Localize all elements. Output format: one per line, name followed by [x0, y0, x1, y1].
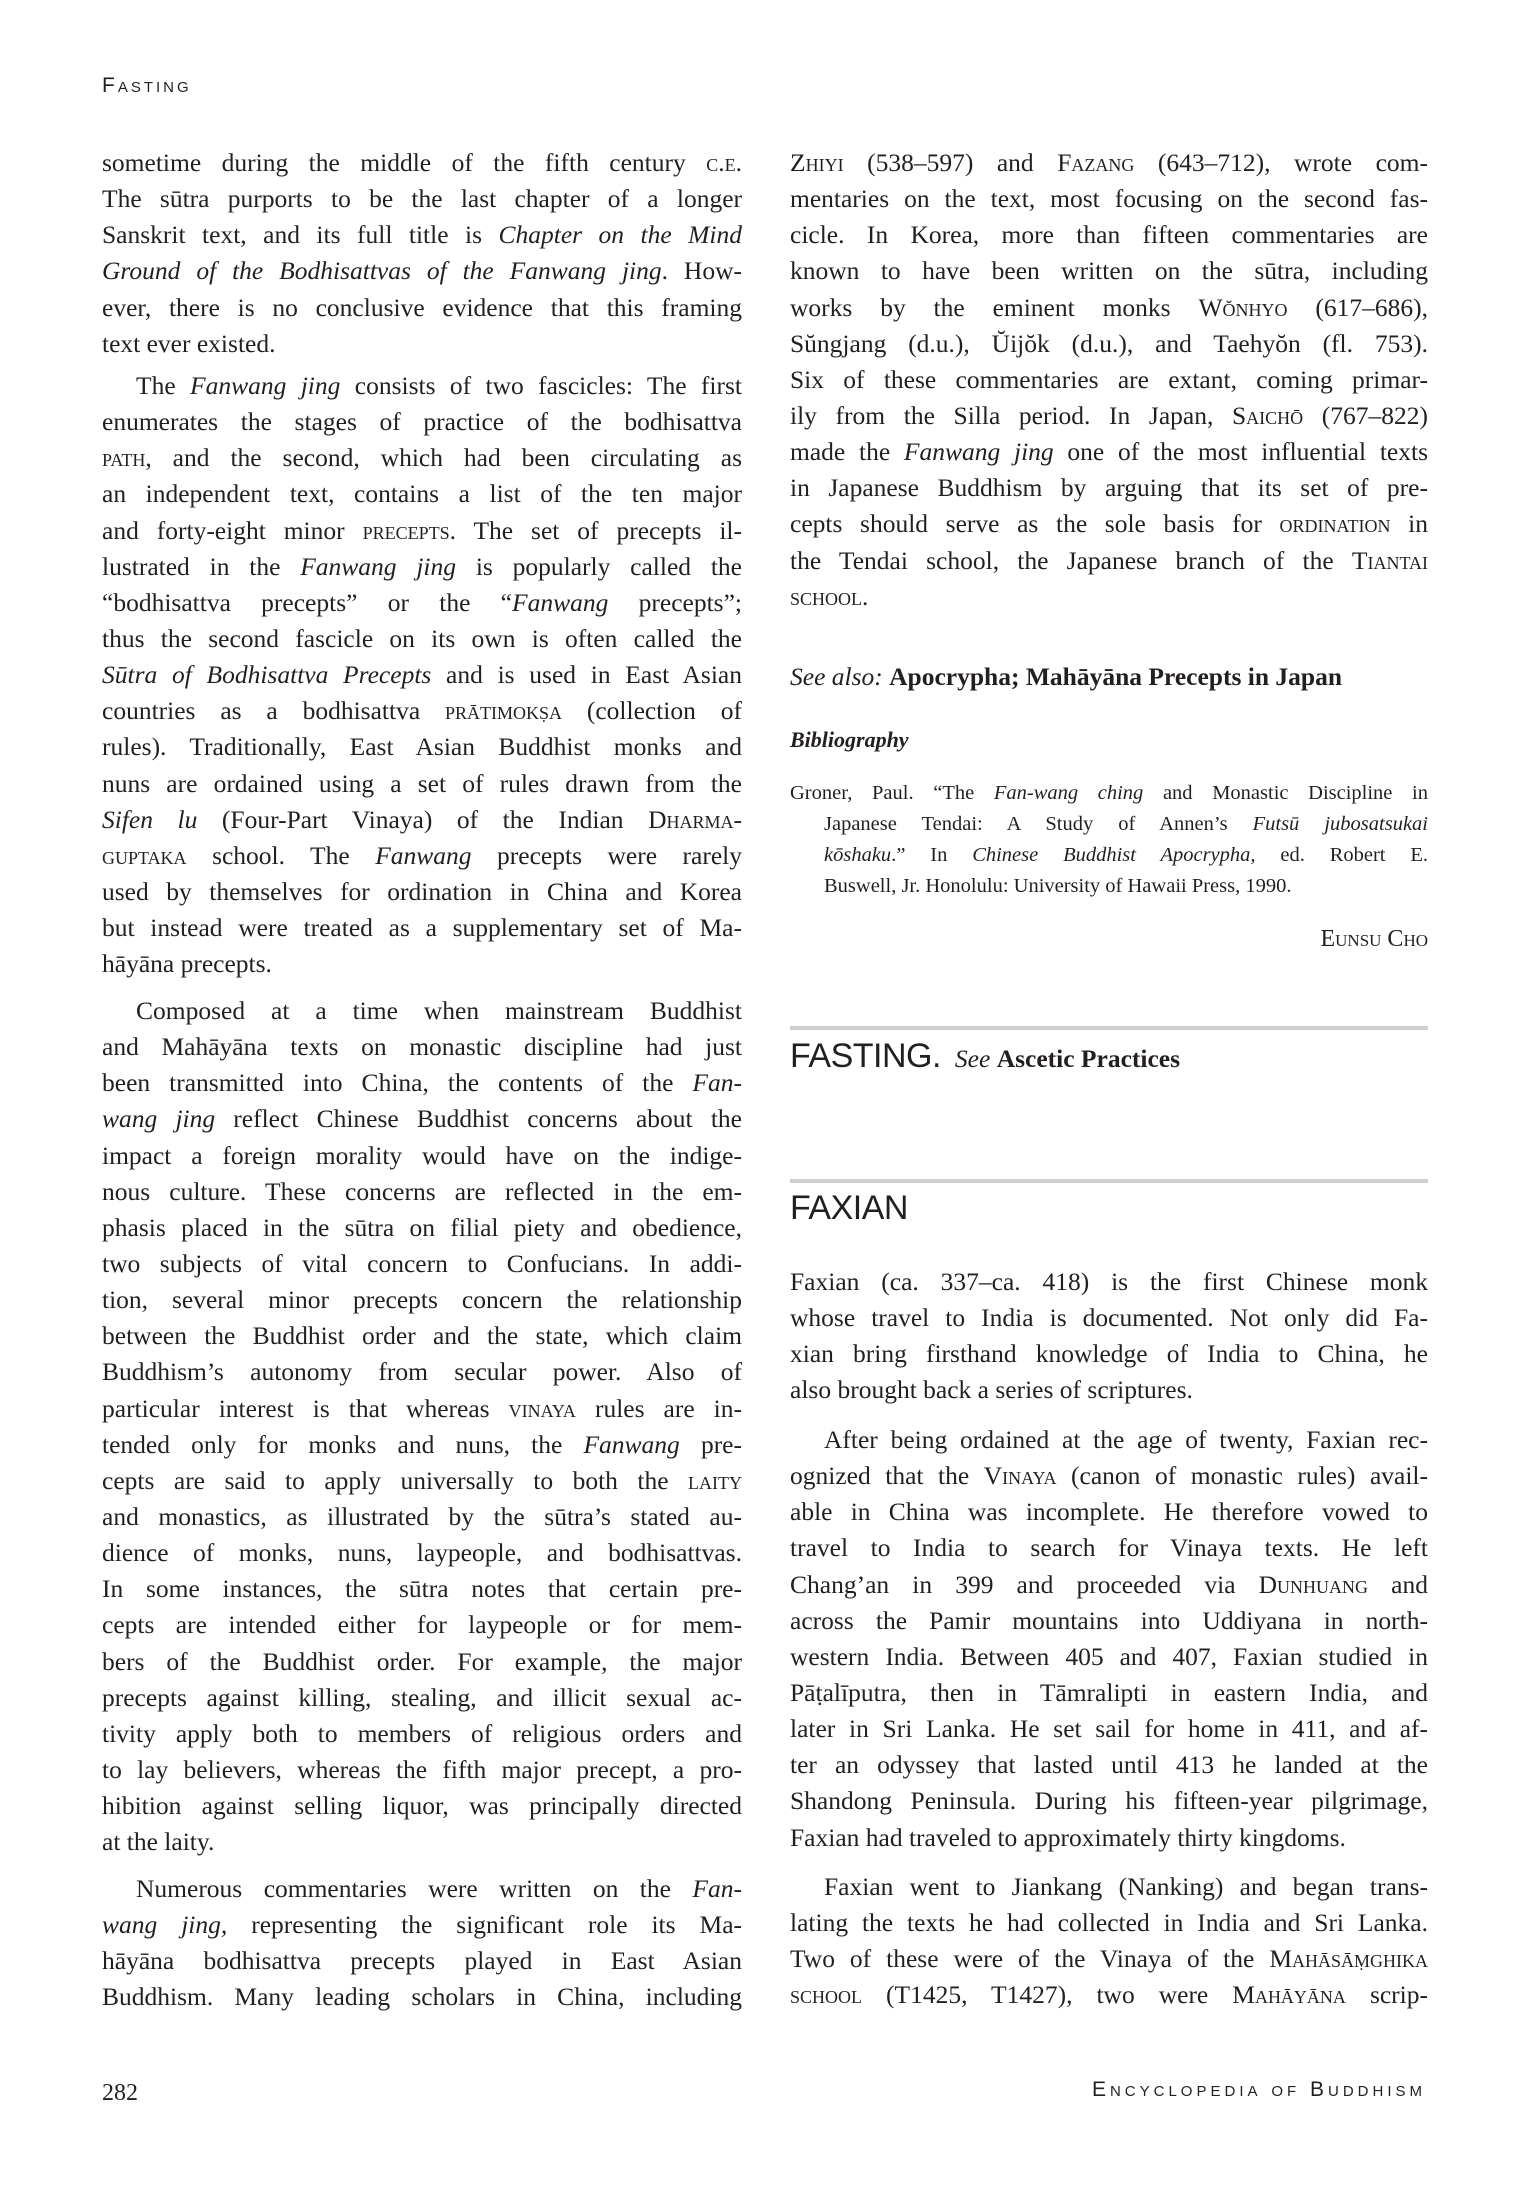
small-caps-run: Fazang — [1057, 148, 1135, 177]
text-run: Japanese Tendai: A Study of Annen’s — [824, 813, 1253, 835]
text-run: two subjects of vital concern to Confucians. In addi- — [102, 1248, 742, 1278]
text-line — [790, 506, 1428, 542]
book-title: Encyclopedia of Buddhism — [1091, 2078, 1426, 2101]
text-line — [102, 217, 742, 253]
text-line — [790, 1675, 1428, 1711]
text-line — [102, 1499, 742, 1535]
small-caps-run: Dharma- — [648, 804, 742, 834]
text-run: and monastics, as illustrated by the sūtra’s stated au- — [102, 1501, 742, 1531]
text-line — [790, 1603, 1428, 1639]
text-line — [790, 1567, 1428, 1603]
text-run: The sūtra purports to be the last chapter of a longer — [102, 184, 742, 214]
text-line — [102, 1318, 742, 1354]
small-caps-run: vinaya — [508, 1393, 576, 1423]
text-run: used by themselves for ordination in China and Korea — [102, 876, 742, 906]
text-run: (collection of — [562, 696, 742, 726]
text-line — [790, 1905, 1428, 1941]
text-run: Sanskrit text, and its full title is — [102, 220, 499, 250]
text-line — [102, 1391, 742, 1427]
text-run: text ever existed. — [102, 328, 276, 358]
text-run: (T1425, T1427), two were — [862, 1980, 1233, 2010]
text-run: (538–597) and — [843, 148, 1058, 177]
paragraph — [102, 1871, 742, 2016]
text-run: hāyāna precepts. — [102, 949, 272, 979]
text-line — [102, 1427, 742, 1463]
italic-run: Fan-wang ching — [993, 782, 1144, 804]
text-run: and — [1368, 1569, 1428, 1599]
text-line — [790, 1783, 1428, 1819]
text-run: ily from the Silla period. In Japan, — [790, 400, 1232, 430]
text-line — [790, 1747, 1428, 1783]
text-line — [102, 1824, 742, 1860]
text-line — [102, 253, 742, 289]
text-line — [102, 549, 742, 585]
text-run: rules). Traditionally, East Asian Buddhist monks and — [102, 732, 742, 762]
italic-run: Fanwang jing — [300, 551, 457, 581]
text-line — [102, 326, 742, 362]
text-run: . The set of precepts il- — [449, 515, 743, 545]
text-run: lustrated in the — [102, 551, 301, 581]
text-run: tivity apply both to members of religious orders and — [102, 1718, 742, 1748]
see-also-targets[interactable]: Apocrypha; Mahāyāna Precepts in Japan — [889, 662, 1343, 691]
text-line — [102, 1680, 742, 1716]
text-run: In some instances, the sūtra notes that certain pre- — [102, 1574, 742, 1604]
text-line — [102, 476, 742, 512]
paragraph — [790, 1264, 1428, 1409]
text-run: Sŭngjang (d.u.), Ŭijŏk (d.u.), and Taehyŏn (fl. 753). — [790, 328, 1428, 358]
text-run: . How- — [661, 256, 742, 286]
italic-run: Fanwang jing — [190, 371, 341, 400]
italic-run: Fanwang — [375, 840, 472, 870]
small-caps-run: Mahāyāna — [1232, 1980, 1346, 2010]
text-run: school. The — [186, 840, 376, 870]
text-run: made the — [790, 437, 904, 467]
bibliography-heading: Bibliography — [790, 727, 909, 752]
text-run: representing the significant role its Ma- — [227, 1910, 743, 1940]
small-caps-run: Vinaya — [983, 1461, 1057, 1491]
text-line — [790, 398, 1428, 434]
italic-run: Sifen lu — [102, 804, 198, 834]
text-run: reflect Chinese Buddhist concerns about the — [215, 1104, 742, 1134]
text-line — [790, 1977, 1428, 2013]
entry-headword-faxian: FAXIAN — [790, 1189, 908, 1227]
paragraph — [102, 145, 742, 362]
text-run: known to have been written on the sūtra, including — [790, 256, 1428, 286]
text-run: (Four-Part Vinaya) of the Indian — [197, 804, 649, 834]
text-line — [102, 802, 742, 838]
text-line — [790, 362, 1428, 398]
entry-divider — [790, 1179, 1428, 1183]
paragraph — [790, 1422, 1428, 1856]
text-run: precepts”; — [608, 587, 743, 617]
text-line — [790, 1639, 1428, 1675]
text-line — [790, 1530, 1428, 1566]
small-caps-run: prātimokṣa — [444, 696, 563, 726]
paragraph — [790, 145, 1428, 615]
text-run: (canon of monastic rules) avail- — [1056, 1461, 1428, 1491]
text-run: After being ordained at the age of twenty, Faxian rec- — [824, 1425, 1428, 1454]
text-line — [102, 1354, 742, 1390]
text-run: rules are in- — [575, 1393, 742, 1423]
text-run: enumerates the stages of practice of the bodhisattva — [102, 407, 742, 437]
text-run: Buddhism. Many leading scholars in China, including — [102, 1982, 742, 2012]
text-line — [790, 1300, 1428, 1336]
text-line — [790, 1458, 1428, 1494]
text-run: Two of these were of the Vinaya of the — [790, 1944, 1270, 1974]
text-run: cepts should serve as the sole basis for — [790, 509, 1280, 539]
text-line — [102, 946, 742, 982]
text-line — [790, 1494, 1428, 1530]
text-run: hibition against selling liquor, was principally directed — [102, 1791, 742, 1821]
text-line — [102, 1282, 742, 1318]
text-run: particular interest is that whereas — [102, 1393, 509, 1423]
text-run: Chang’an in 399 and proceeded via — [790, 1569, 1259, 1599]
text-run: nous culture. These concerns are reflected in the em- — [102, 1176, 742, 1206]
text-run: scrip- — [1345, 1980, 1429, 2010]
text-run: cepts are intended either for laypeople or for mem- — [102, 1610, 742, 1640]
text-run: Composed at a time when mainstream Buddhist — [136, 996, 742, 1025]
text-run: nuns are ordained using a set of rules drawn from the — [102, 768, 742, 798]
text-run: at the laity. — [102, 1827, 215, 1857]
text-line — [102, 1138, 742, 1174]
small-caps-run: Wŏnhyo — [1198, 292, 1288, 322]
text-run: precepts were rarely — [471, 840, 742, 870]
paragraph — [102, 368, 742, 982]
text-run: Six of these commentaries are extant, coming primar- — [790, 364, 1428, 394]
text-run: between the Buddhist order and the state, which claim — [102, 1321, 742, 1351]
text-line — [790, 1422, 1428, 1458]
text-line — [102, 1535, 742, 1571]
text-run: , and the second, which had been circulating as — [145, 443, 742, 473]
text-run: ed. Robert E. — [1255, 844, 1428, 866]
text-line — [790, 579, 1428, 615]
text-run: western India. Between 405 and 407, Faxian studied in — [790, 1641, 1428, 1671]
italic-run: Futsū jubosatsukai — [1252, 813, 1428, 835]
text-line — [102, 1246, 742, 1282]
text-run: whose travel to India is documented. Not only did Fa- — [790, 1303, 1428, 1333]
italic-run: wang jing — [102, 1104, 216, 1134]
text-run: Faxian (ca. 337–ca. 418) is the first Chinese monk — [790, 1267, 1428, 1296]
text-run: precepts against killing, stealing, and illicit sexual ac- — [102, 1682, 742, 1712]
text-line — [790, 1941, 1428, 1977]
text-run: Shandong Peninsula. During his fifteen-year pilgrimage, — [790, 1786, 1428, 1816]
text-line — [102, 585, 742, 621]
text-line — [790, 470, 1428, 506]
text-line — [102, 1644, 742, 1680]
text-line — [790, 1869, 1428, 1905]
text-run: Faxian had traveled to approximately thirty kingdoms. — [790, 1822, 1346, 1852]
text-run: able in China was incomplete. He therefore vowed to — [790, 1497, 1428, 1527]
article-author: Eunsu Cho — [1320, 926, 1428, 952]
text-line — [102, 1029, 742, 1065]
text-line — [102, 1065, 742, 1101]
text-line — [102, 1571, 742, 1607]
italic-run: Fanwang — [512, 587, 609, 617]
text-run: hāyāna bodhisattva precepts played in East Asian — [102, 1946, 742, 1976]
text-run: ter an odyssey that lasted until 413 he landed at the — [790, 1750, 1428, 1780]
text-line — [790, 778, 1428, 809]
see-label: See — [954, 1044, 991, 1073]
text-run: is popularly called the — [456, 551, 742, 581]
text-run: mentaries on the text, most focusing on the second fas- — [790, 184, 1428, 214]
text-run: (767–822) — [1303, 400, 1428, 430]
text-line — [102, 729, 742, 765]
text-run: but instead were treated as a supplementary set of Ma- — [102, 913, 742, 943]
text-run: across the Pamir mountains into Uddiyana in north- — [790, 1605, 1428, 1635]
italic-run: Fan- — [692, 1068, 742, 1098]
text-line — [102, 1788, 742, 1824]
text-line — [102, 874, 742, 910]
italic-run: wang jing, — [102, 1910, 228, 1940]
small-caps-run: ordination — [1279, 509, 1391, 539]
text-line — [790, 1372, 1428, 1408]
italic-run: Chinese Buddhist Apocrypha, — [972, 844, 1256, 866]
text-run: cicle. In Korea, more than fifteen commentaries are — [790, 220, 1428, 250]
entry-headword-fasting — [790, 1037, 1180, 1076]
text-run: countries as a bodhisattva — [102, 696, 445, 726]
see-also — [790, 662, 1342, 692]
text-run: Groner, Paul. “The — [790, 782, 994, 804]
text-line — [102, 657, 742, 693]
small-caps-run: laity — [688, 1465, 742, 1495]
text-run: tion, several minor precepts concern the relationship — [102, 1285, 742, 1315]
text-line — [102, 621, 742, 657]
text-line — [102, 513, 742, 549]
text-line — [790, 290, 1428, 326]
text-line — [790, 217, 1428, 253]
text-line — [790, 1264, 1428, 1300]
text-run: ognized that the — [790, 1461, 984, 1491]
text-run: Numerous commentaries were written on the — [136, 1874, 693, 1903]
text-line — [102, 1463, 742, 1499]
headword: FASTING. — [790, 1037, 941, 1075]
small-caps-run: guptaka — [102, 840, 187, 870]
small-caps-run: path — [102, 443, 146, 473]
text-run: Buddhism’s autonomy from secular power. Also of — [102, 1357, 742, 1387]
text-line — [102, 1607, 742, 1643]
text-line — [102, 1943, 742, 1979]
page-number: 282 — [102, 2080, 138, 2106]
text-run: cepts are said to apply universally to both the — [102, 1465, 689, 1495]
text-run: and forty-eight minor — [102, 515, 363, 545]
text-run: consists of two fascicles: The first — [340, 371, 742, 400]
text-line — [102, 1174, 742, 1210]
small-caps-run: precepts — [362, 515, 450, 545]
bibliography-entry — [790, 778, 1428, 902]
text-run: travel to India to search for Vinaya texts. He left — [790, 1533, 1428, 1563]
paragraph — [790, 1869, 1428, 2014]
text-run: bers of the Buddhist order. For example, the major — [102, 1646, 742, 1676]
italic-run: kōshaku — [824, 844, 892, 866]
text-line — [102, 766, 742, 802]
text-line — [102, 993, 742, 1029]
text-run: Pāṭalīputra, then in Tāmralipti in eastern India, and — [790, 1677, 1428, 1707]
text-line — [790, 253, 1428, 289]
text-run: lating the texts he had collected in India and Sri Lanka. — [790, 1908, 1428, 1938]
text-run: to lay believers, whereas the fifth major precept, a pro- — [102, 1754, 742, 1784]
text-line — [102, 838, 742, 874]
text-run: ever, there is no conclusive evidence that this framing — [102, 292, 742, 322]
text-run: works by the eminent monks — [790, 292, 1199, 322]
cross-reference-link[interactable]: Ascetic Practices — [996, 1044, 1181, 1073]
running-head: Fasting — [102, 74, 192, 97]
text-run: Faxian went to Jiankang (Nanking) and began trans- — [824, 1872, 1428, 1901]
text-run: an independent text, contains a list of the ten major — [102, 479, 742, 509]
italic-run: Ground of the Bodhisattvas of the Fanwang jing — [102, 256, 662, 286]
text-run: (617–686), — [1287, 292, 1429, 322]
small-caps-run: Dunhuang — [1258, 1569, 1369, 1599]
text-run: one of the most influential texts — [1053, 437, 1428, 467]
text-line — [790, 181, 1428, 217]
small-caps-run: Zhiyi — [790, 148, 844, 177]
text-run: pre- — [679, 1429, 742, 1459]
text-line — [790, 1711, 1428, 1747]
text-line — [102, 181, 742, 217]
text-run: Buswell, Jr. Honolulu: University of Hawaii Press, 1990. — [824, 875, 1292, 897]
text-run: .” In — [891, 844, 973, 866]
text-run: the Tendai school, the Japanese branch of the — [790, 545, 1352, 575]
small-caps-run: Mahāsāṃghika — [1269, 1944, 1428, 1974]
text-run: thus the second fascicle on its own is often called the — [102, 623, 742, 653]
text-line — [102, 693, 742, 729]
text-line — [790, 1336, 1428, 1372]
text-line — [102, 1752, 742, 1788]
text-line — [790, 543, 1428, 579]
text-run: impact a foreign morality would have on the indige- — [102, 1140, 742, 1170]
text-run: The — [136, 371, 191, 400]
text-line — [102, 1716, 742, 1752]
text-run: been transmitted into China, the contents of the — [102, 1068, 693, 1098]
text-run: later in Sri Lanka. He set sail for home in 411, and af- — [790, 1714, 1428, 1744]
text-line — [102, 145, 742, 181]
text-run: (643–712), wrote com- — [1134, 148, 1428, 177]
small-caps-run: Saichō — [1231, 400, 1304, 430]
text-line — [790, 326, 1428, 362]
entry-divider — [790, 1026, 1428, 1030]
text-run: sometime during the middle of the fifth century — [102, 148, 707, 177]
italic-run: Chapter on the Mind — [498, 220, 742, 250]
small-caps-run: Tiantai — [1351, 545, 1428, 575]
text-run: phasis placed in the sūtra on filial piety and obedience, — [102, 1212, 742, 1242]
text-line — [790, 1820, 1428, 1856]
text-run: tended only for monks and nuns, the — [102, 1429, 584, 1459]
text-line — [102, 290, 742, 326]
text-run: also brought back a series of scriptures. — [790, 1375, 1193, 1405]
text-line — [102, 1907, 742, 1943]
text-run: “bodhisattva precepts” or the “ — [102, 587, 513, 617]
text-line — [790, 809, 1428, 840]
text-run: and Monastic Discipline in — [1143, 782, 1428, 804]
text-line — [102, 1101, 742, 1137]
text-line — [102, 1210, 742, 1246]
text-run: xian bring firsthand knowledge of India to China, he — [790, 1339, 1428, 1369]
italic-run: Fanwang jing — [903, 437, 1054, 467]
text-line — [102, 440, 742, 476]
paragraph — [102, 993, 742, 1860]
text-line — [102, 1871, 742, 1907]
italic-run: Fanwang — [583, 1429, 680, 1459]
text-run: dience of monks, nuns, laypeople, and bodhisattvas. — [102, 1538, 742, 1568]
see-also-label: See also: — [790, 662, 883, 691]
italic-run: Sūtra of Bodhisattva Precepts — [102, 660, 432, 690]
text-line — [790, 871, 1428, 902]
text-line — [102, 910, 742, 946]
text-line — [102, 404, 742, 440]
text-run: in — [1390, 509, 1428, 539]
small-caps-run: c.e. — [706, 148, 742, 177]
text-line — [790, 145, 1428, 181]
text-run: and Mahāyāna texts on monastic discipline had just — [102, 1032, 742, 1062]
small-caps-run: school — [790, 1980, 863, 2010]
text-line — [102, 368, 742, 404]
text-line — [790, 840, 1428, 871]
text-line — [790, 434, 1428, 470]
small-caps-run: school. — [790, 581, 869, 611]
text-line — [102, 1979, 742, 2015]
text-run: and is used in East Asian — [431, 660, 742, 690]
text-run: in Japanese Buddhism by arguing that its set of pre- — [790, 473, 1428, 503]
italic-run: Fan- — [692, 1874, 742, 1903]
